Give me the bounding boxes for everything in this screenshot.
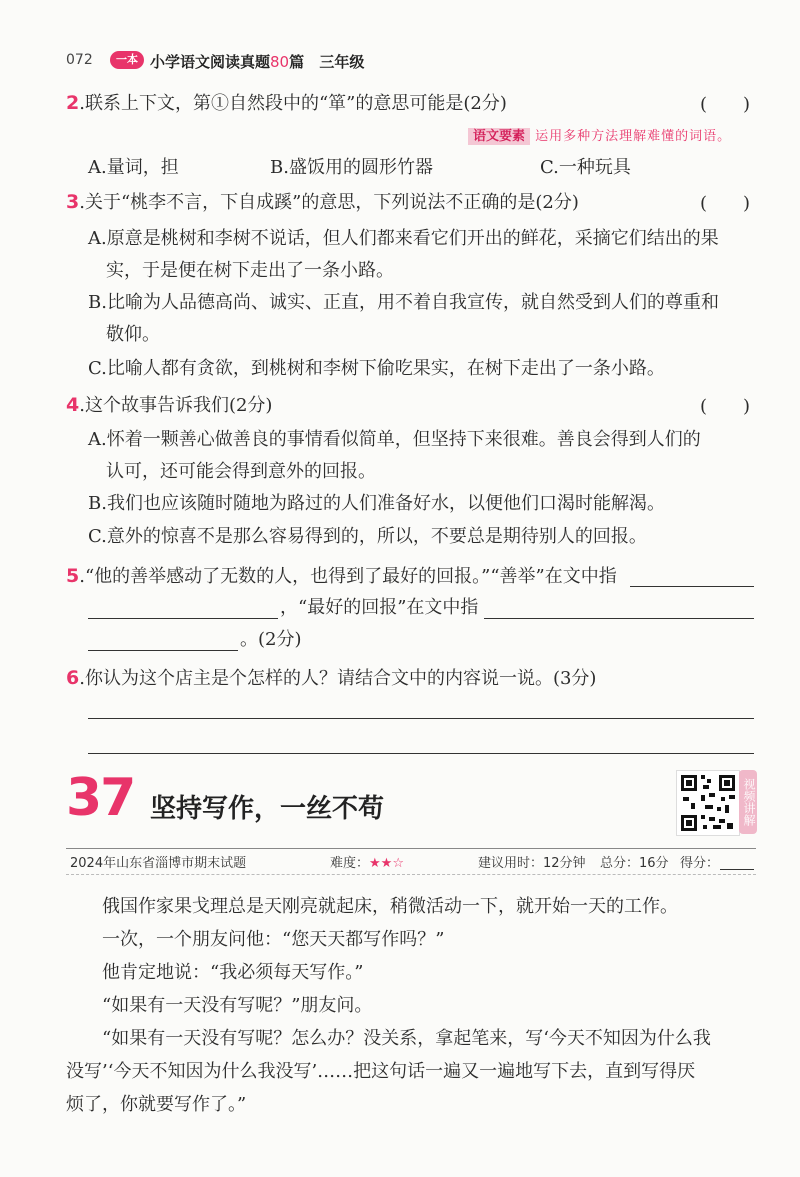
lesson-title: 坚持写作，一丝不苟 [150,794,385,824]
book-title-suffix: 篇 [289,53,305,71]
question-5-text-1: .“他的善举感动了无数的人，也得到了最好的回报。”“善举”在文中指 [79,566,617,587]
story-paragraph-5-line-1: “如果有一天没有写呢？怎么办？没关系，拿起笔来，写‘今天不知因为什么我 [66,1028,711,1049]
question-6-text: .你认为这个店主是个怎样的人？请结合文中的内容说一说。(3分) [79,668,597,689]
story-paragraph-4: “如果有一天没有写呢？”朋友问。 [66,995,373,1016]
total-score: 总分：16分 [600,856,669,871]
question-5-text-2: ，“最好的回报”在文中指 [280,597,479,618]
question-3-text: .关于“桃李不言，下自成蹊”的意思，下列说法不正确的是(2分) [79,192,579,213]
story-paragraph-2: 一次，一个朋友问他：“您天天都写作吗？” [66,929,445,950]
question-4-option-c: C.意外的惊喜不是那么容易得到的，所以，不要总是期待别人的回报。 [88,526,647,547]
question-2-option-c: C.一种玩具 [540,157,631,178]
qr-code-icon[interactable] [676,770,740,836]
question-4-text: .这个故事告诉我们(2分) [79,395,273,416]
skill-tag-label: 语文要素 [468,128,530,145]
question-4-number: 4 [66,394,80,416]
question-4 [66,392,272,419]
question-2 [66,90,507,117]
difficulty-label: 难度： [330,856,370,871]
earned-score-label: 得分： [680,856,720,871]
page-number: 072 [66,52,93,68]
question-4-answer-bracket[interactable]: ( ) [700,396,751,417]
grade-label: 三年级 [319,53,365,71]
book-title-num: 80 [270,53,290,71]
question-3-option-b-line-2: 敬仰。 [106,324,160,345]
video-explanation-tab[interactable]: 视频讲解 [739,770,757,834]
question-5-blank-2-cont[interactable] [88,650,238,651]
book-title [150,51,364,72]
question-2-number: 2 [66,92,80,114]
brand-badge: 一本 [110,51,144,69]
question-5-blank-1-cont[interactable] [88,618,278,619]
question-5-line-1 [66,563,617,590]
question-2-option-b: B.盛饭用的圆形竹器 [270,157,433,178]
question-6-number: 6 [66,667,80,689]
story-paragraph-5-line-3: 烦了，你就要写作了。” [66,1094,247,1115]
question-3-option-b-line-1: B.比喻为人品德高尚、诚实、正直，用不着自我宣传，就自然受到人们的尊重和 [88,292,719,313]
difficulty-stars: ★★☆ [369,856,404,871]
question-2-answer-bracket[interactable]: ( ) [700,94,751,115]
question-4-option-a-line-1: A.怀着一颗善心做善良的事情看似简单，但坚持下来很难。善良会得到人们的 [88,429,701,450]
exam-source: 2024年山东省淄博市期末试题 [70,856,247,871]
skill-tag [468,125,731,146]
story-paragraph-3: 他肯定地说：“我必须每天写作。” [66,962,364,983]
meta-top-rule [66,848,756,849]
question-5-text-3: 。(2分) [240,629,302,650]
question-3-option-a-line-2: 实，于是便在树下走出了一条小路。 [106,260,394,281]
question-3 [66,189,579,216]
question-3-option-a-line-1: A.原意是桃树和李树不说话，但人们都来看它们开出的鲜花，采摘它们结出的果 [88,228,719,249]
lesson-number: 37 [66,768,135,828]
meta-bottom-rule [66,874,756,875]
question-5-blank-2[interactable] [484,618,754,619]
book-title-text: 小学语文阅读真题 [150,53,271,71]
question-3-option-c: C.比喻人都有贪欲，到桃树和李树下偷吃果实，在树下走出了一条小路。 [88,358,665,379]
story-paragraph-1: 俄国作家果戈理总是天刚亮就起床，稍微活动一下，就开始一天的工作。 [66,896,678,917]
question-6-answer-line-2[interactable] [88,753,754,754]
story-paragraph-5-line-2: 没写’‘今天不知因为什么我没写’……把这句话一遍又一遍地写下去，直到写得厌 [66,1061,696,1082]
question-3-answer-bracket[interactable]: ( ) [700,193,751,214]
question-4-option-b: B.我们也应该随时随地为路过的人们准备好水，以便他们口渴时能解渴。 [88,493,665,514]
difficulty [330,852,404,871]
suggested-time: 建议用时：12分钟 [478,856,586,871]
question-2-option-a: A.量词，担 [88,157,179,178]
question-3-number: 3 [66,191,80,213]
question-4-option-a-line-2: 认可，还可能会得到意外的回报。 [106,461,376,482]
question-6-answer-line-1[interactable] [88,718,754,719]
question-2-text: .联系上下文，第①自然段中的“箪”的意思可能是(2分) [79,93,507,114]
question-5-number: 5 [66,565,80,587]
question-6 [66,665,596,692]
earned-score-blank[interactable] [720,869,754,870]
skill-tag-text: 运用多种方法理解难懂的词语。 [535,129,732,144]
question-5-blank-1[interactable] [630,586,754,587]
